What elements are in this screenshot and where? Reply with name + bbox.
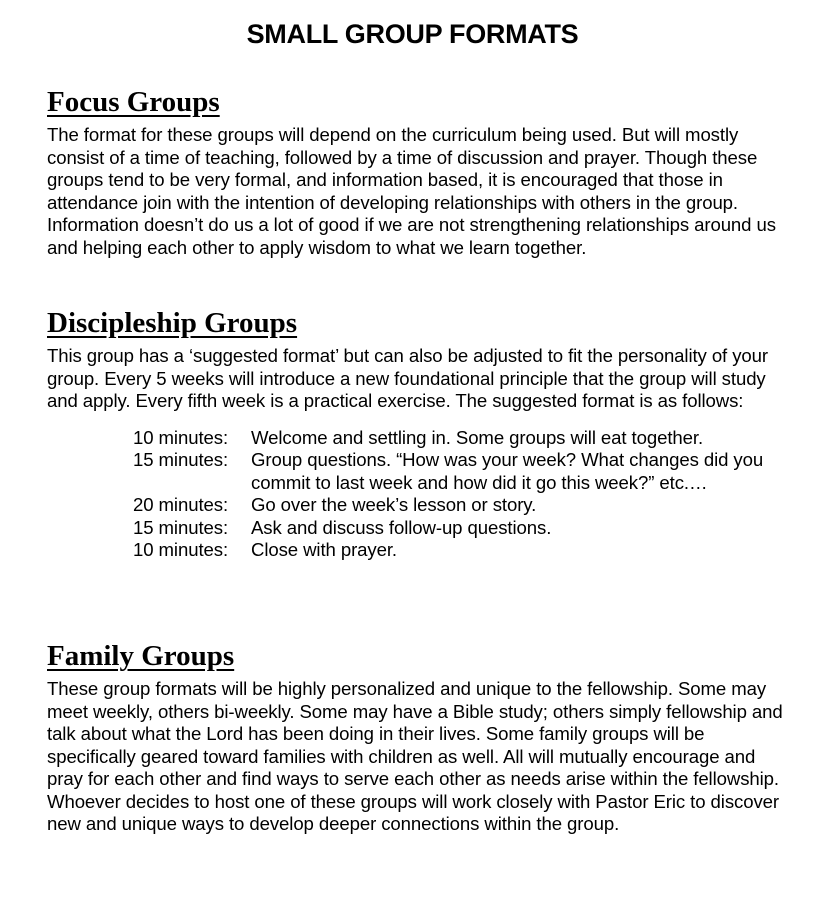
section-heading: Discipleship Groups — [47, 307, 298, 339]
section-heading: Family Groups — [47, 640, 235, 672]
section-heading: Focus Groups — [47, 86, 220, 118]
schedule-time: 15 minutes: — [133, 516, 229, 538]
schedule-time: 20 minutes: — [133, 494, 229, 515]
section-family-groups — [47, 638, 792, 836]
schedule-time: 10 minutes: — [133, 426, 229, 448]
schedule-description: Ask and discuss follow-up questions. — [251, 516, 552, 538]
schedule-description: Group questions. “How was your week? What changes did you commit to last week and how did it go this week?” etc.… — [251, 449, 764, 493]
section-body: These group formats will be highly personalized and unique to the fellowship. Some may meet weekly, others bi-weekly. Some may have a Bible study; others simply fellowship and talk about what the Lord has been doing in their lives. Some family groups will be specifically geared toward families with children as well. All will mutually encourage and pray for each other and find ways to serve each other as needs arise within the fellowship. Whoever decides to host one of these groups will work closely with Pastor Eric to discover new and unique ways to develop deeper connections within the group. — [47, 678, 783, 834]
section-body: The format for these groups will depend on the curriculum being used. But will mostly consist of a time of teaching, followed by a time of discussion and prayer. Though these groups tend to be very formal, and information based, it is encouraged that those in attendance join with the intention of developing relationships with others in the group. Information doesn’t do us a lot of good if we are not strengthening relationships around us and helping each other to apply wisdom to what we learn together. — [47, 124, 776, 258]
schedule-item — [133, 427, 792, 450]
page-title: SMALL GROUP FORMATS — [246, 19, 579, 49]
schedule-list — [133, 427, 792, 562]
schedule-item — [133, 539, 792, 562]
section-discipleship-groups — [47, 305, 792, 562]
section-body: This group has a ‘suggested format’ but can also be adjusted to fit the personality of your group. Every 5 weeks will introduce a new foundational principle that the group will study and apply. Every fifth week is a practical exercise. The suggested format is as follows: — [47, 345, 768, 411]
schedule-time: 10 minutes: — [133, 539, 229, 560]
schedule-description: Close with prayer. — [251, 539, 397, 560]
schedule-item — [133, 449, 792, 494]
schedule-item — [133, 517, 792, 540]
schedule-description: Go over the week’s lesson or story. — [251, 494, 537, 515]
section-focus-groups — [47, 84, 792, 259]
schedule-description: Welcome and settling in. Some groups will eat together. — [251, 426, 704, 448]
schedule-time: 15 minutes: — [133, 449, 229, 470]
schedule-item — [133, 494, 792, 517]
